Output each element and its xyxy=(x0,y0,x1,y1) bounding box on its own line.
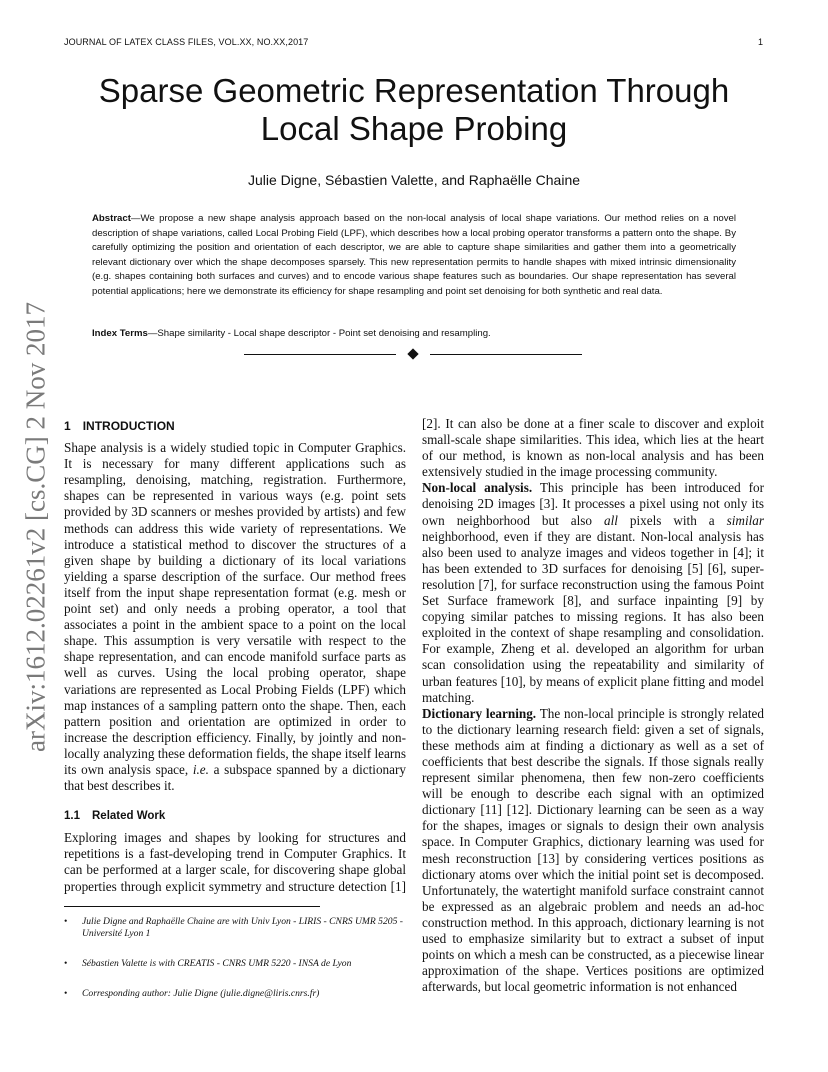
section-title-rest: NTRODUCTION xyxy=(86,419,175,433)
subsection-title: Related Work xyxy=(92,810,166,823)
nonlocal-text-c: neighborhood, even if they are distant. Non-local analysis has also been used to analyze images and videos together in [4]; it has been extended to 3D surfaces for denoising [5] [6], super-resolution [7], for surface reconstruction using the famous Point Set Surface framework [8], and surface inpainting [9] by copying similar patches to missing regions. It has also been exploited in the context of shape resampling and consolidation. For example, Zheng et al. developed an algorithm for urban scan consolidation using the repeatability and similarity of urban features [10], by means of explicit plane fitting and model matching. xyxy=(422,528,764,705)
related-work-paragraph: Exploring images and shapes by looking for structures and repetitions is a fast-developing trend in Computer Graphics. It can be performed at a larger scale, for discovering shape global properties through explicit symmetry and structure detection [1] xyxy=(64,830,406,894)
subsection-heading-related-work xyxy=(64,808,406,824)
running-header: JOURNAL OF LATEX CLASS FILES, VOL.XX, NO.XX,2017 xyxy=(64,37,309,47)
bullet-icon: • xyxy=(64,988,68,999)
section-initial: I xyxy=(82,419,87,433)
intro-ie: i.e. xyxy=(192,761,209,777)
nonlocal-label: Non-local analysis. xyxy=(422,480,533,496)
arxiv-stamp-text: arXiv:1612.02261v2 [cs.CG] 2 Nov 2017 xyxy=(20,302,51,752)
intro-text-b: a subspace spanned by a dictionary that best describes it. xyxy=(64,761,406,794)
left-column xyxy=(64,416,406,895)
separator-left xyxy=(244,354,396,355)
abstract-text: —We propose a new shape analysis approach based on the non-local analysis of local shape variations. Our method relies on a novel description of shape variations, called Local Probing Field (LPF), which describes how a local probing operator transforms a pattern onto the shape. By carefully optimizing the position and orientation of each descriptor, we are able to capture shape similarities and gather them into a geometrically relevant dictionary over which the shape decomposes sparsely. This new representation permits to handle shapes with mixed intrinsic dimensionality (e.g. shapes containing both surfaces and curves) and to encode various shape features such as boundaries. Our shape representation has several potential applications; here we demonstrate its efficiency for shape resampling and point set denoising for both synthetic and real data. xyxy=(92,213,736,297)
abstract xyxy=(92,212,736,300)
related-work-continuation: [2]. It can also be done at a finer scale to discover and exploit small-scale shape similarities. This idea, which lies at the heart of our method, is known as non-local analysis and has been extensively studied in the image processing community. xyxy=(422,416,764,480)
nonlocal-text-b: pixels with a xyxy=(617,512,727,528)
separator-right xyxy=(430,354,582,355)
subsection-number: 1.1 xyxy=(64,810,80,823)
index-terms-label: Index Terms xyxy=(92,328,148,339)
page-number: 1 xyxy=(758,37,764,47)
footnote-rule xyxy=(64,906,320,907)
nonlocal-all: all xyxy=(603,512,618,528)
nonlocal-paragraph xyxy=(422,480,764,705)
intro-text-a: Shape analysis is a widely studied topic in Computer Graphics. It is necessary for many different applications such as resampling, denoising, matching, registration. Furthermore, shapes can be represented in various ways (e.g. point sets provided by 3D scanners or meshes provided by artists) and few methods can address this wide variety of representations. We introduce a statistical method to discover the structures of a given shape by building a dictionary of its local variations yielding a sparse description of the surface. Our method frees itself from the input shape representation format (e.g. mesh or point set) and only needs a probing operator, a tool that associates a point in the ambient space to a point on the local shape. This assumption is very versatile with respect to the shape representation, and can encode manifold surface parts as well as curves. Using the local probing operator, shape variations are represented as Local Probing Fields (LPF) which map instances of a sampling pattern onto the shape. Then, each pattern position and orientation are optimized in order to increase the description efficiency. Finally, by jointly and non-locally analyzing these deformation fields, the shape itself learns its own analysis space, xyxy=(64,440,406,777)
footnote-item xyxy=(64,916,406,940)
abstract-label: Abstract xyxy=(92,213,131,224)
section-number: 1 xyxy=(64,419,71,433)
dictionary-label: Dictionary learning. xyxy=(422,705,537,721)
section-heading-introduction xyxy=(64,418,406,434)
bullet-icon: • xyxy=(64,958,68,969)
arxiv-stamp xyxy=(16,287,56,767)
nonlocal-text-a: This principle has been introduced for denoising 2D images [3]. It processes a pixel using not only its own neighborhood but also xyxy=(422,480,764,528)
intro-paragraph xyxy=(64,440,406,794)
paper-title: Sparse Geometric Representation Through Local Shape Probing xyxy=(98,72,730,147)
footnote-text: Sébastien Valette is with CREATIS - CNRS UMR 5220 - INSA de Lyon xyxy=(82,958,352,969)
index-terms xyxy=(92,327,736,341)
footnote-item xyxy=(64,988,406,1000)
dictionary-paragraph xyxy=(422,706,764,996)
footnotes xyxy=(64,916,406,1018)
dictionary-text: The non-local principle is strongly related to the dictionary learning research field: given a set of signals, these methods aim at finding a dictionary as well as a set of coefficients that best describe the signals. If those signals really represent similar phenomena, then few non-zero coefficients will be enough to describe each signal with an optimized dictionary [11] [12]. Dictionary learning can be seen as a way for the shapes, images or signals to design their own analysis space. In Computer Graphics, dictionary learning was used for mesh reconstruction [13] by considering vertices positions as dictionary atoms over which the initial point set is decomposed. Unfortunately, the watertight manifold surface constraint cannot be expressed as an algebraic problem and needs an ad-hoc construction method. In this approach, dictionary learning is not used to emphasize similarity but to extract a subset of input points on which a mesh can be constructed, as a piecewise linear approximation of the shape. Vertices positions are optimized afterwards, but local geometric information is not enhanced xyxy=(422,705,764,995)
author-list: Julie Digne, Sébastien Valette, and Raphaëlle Chaine xyxy=(247,172,581,188)
right-column xyxy=(422,416,764,995)
footnote-text: Corresponding author: Julie Digne (julie.digne@liris.cnrs.fr) xyxy=(82,988,320,999)
nonlocal-similar: similar xyxy=(726,512,764,528)
bullet-icon: • xyxy=(64,916,68,927)
footnote-text: Julie Digne and Raphaëlle Chaine are with Univ Lyon - LIRIS - CNRS UMR 5205 - Université Lyon 1 xyxy=(82,916,403,939)
index-terms-text: —Shape similarity - Local shape descriptor - Point set denoising and resampling. xyxy=(147,328,491,339)
footnote-item xyxy=(64,958,406,970)
